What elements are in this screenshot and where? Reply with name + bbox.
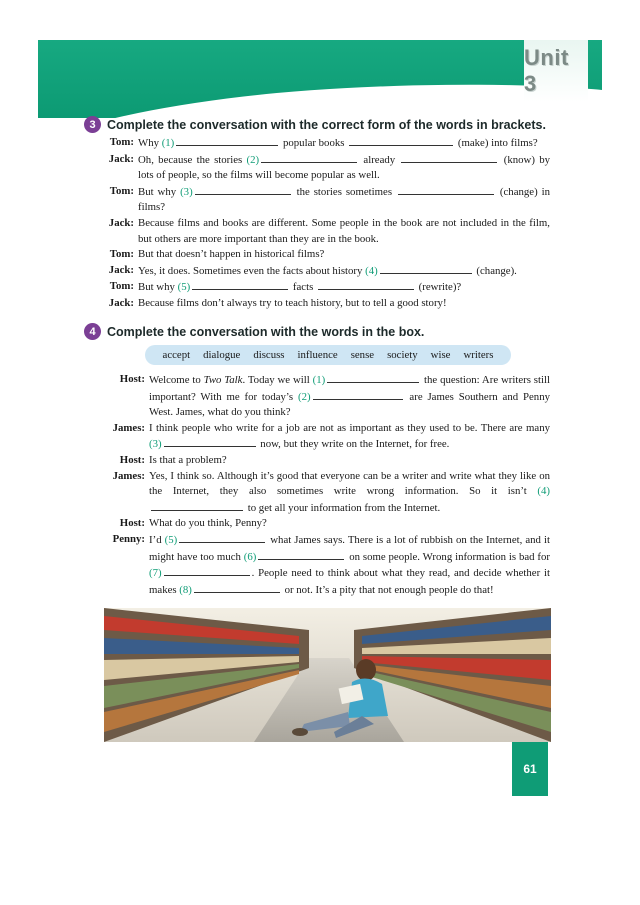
blank-number: (3) bbox=[149, 438, 162, 451]
line-text: Yes, it does. Sometimes even the facts about history (4) (change). bbox=[138, 264, 517, 277]
library-photo-illustration bbox=[104, 608, 551, 742]
dialogue-line bbox=[104, 247, 550, 263]
unit-tab bbox=[524, 40, 588, 102]
dialogue-line bbox=[104, 296, 550, 312]
dialogue-line bbox=[104, 135, 550, 152]
word-box-item: sense bbox=[350, 349, 375, 361]
section-4-number-badge: 4 bbox=[84, 323, 101, 340]
word-box-item: discuss bbox=[253, 349, 285, 361]
dialogue-line bbox=[104, 263, 550, 280]
speaker-label: Host: bbox=[119, 453, 145, 466]
line-text: But why (3) the stories sometimes (change) in films? bbox=[138, 185, 551, 214]
dialogue-line bbox=[104, 532, 550, 598]
answer-blank[interactable] bbox=[327, 372, 419, 383]
speaker-label: James: bbox=[112, 469, 145, 482]
line-text: But that doesn’t happen in historical films? bbox=[138, 248, 325, 261]
blank-number: (1) bbox=[312, 374, 326, 386]
section-3-number-badge: 3 bbox=[84, 116, 101, 133]
line-text: But why (5) facts (rewrite)? bbox=[138, 281, 462, 294]
blank-number: (2) bbox=[297, 390, 311, 403]
section-3-dialogue bbox=[104, 135, 550, 312]
answer-blank[interactable] bbox=[398, 184, 494, 195]
dialogue-line bbox=[104, 453, 550, 469]
line-text: What do you think, Penny? bbox=[149, 517, 267, 530]
dialogue-line bbox=[104, 216, 550, 247]
word-box-item: wise bbox=[430, 349, 451, 361]
word-box-item: influence bbox=[297, 349, 338, 361]
dialogue-line bbox=[104, 279, 550, 296]
speaker-label: Jack: bbox=[108, 296, 134, 309]
blank-number: (4) bbox=[365, 264, 378, 277]
line-text: I’d (5) what James says. There is a lot of rubbish on the Internet, and it might have too much (6) on some people. Wrong information is bad for (7) . People need to think about what they read, and decide whether it makes (8) or not. It’s a pity that not enough people do that! bbox=[149, 533, 550, 596]
answer-blank[interactable] bbox=[151, 500, 243, 511]
speaker-label: Jack: bbox=[108, 263, 134, 276]
speaker-label: Jack: bbox=[108, 152, 134, 165]
blank-number: (1) bbox=[161, 137, 175, 149]
answer-blank[interactable] bbox=[179, 532, 265, 543]
blank-number: (4) bbox=[537, 485, 550, 498]
blank-number: (5) bbox=[164, 533, 178, 546]
section-4-instruction: Complete the conversation with the words in the box. bbox=[107, 324, 425, 339]
dialogue-line bbox=[104, 469, 550, 517]
page-number: 61 bbox=[512, 742, 548, 796]
line-text: Why (1) popular books (make) into films? bbox=[138, 137, 538, 149]
speaker-label: Tom: bbox=[109, 136, 134, 148]
blank-number: (2) bbox=[246, 153, 260, 166]
word-box-item: dialogue bbox=[203, 349, 241, 361]
section-3-instruction: Complete the conversation with the correct form of the words in brackets. bbox=[107, 117, 546, 132]
line-text: I think people who write for a job are not as important as they used to be. There are many (3) now, but they write on the Internet, for free. bbox=[149, 421, 550, 451]
line-text: Is that a problem? bbox=[149, 453, 227, 466]
line-text: Because films and books are different. Some people in the book are not included in the film, but others are more important than they are in the book. bbox=[138, 216, 550, 245]
speaker-label: Host: bbox=[119, 517, 145, 530]
library-photo bbox=[104, 608, 551, 742]
speaker-label: James: bbox=[112, 421, 145, 434]
speaker-label: Tom: bbox=[109, 280, 134, 293]
speaker-label: Jack: bbox=[108, 216, 134, 229]
word-box-item: society bbox=[387, 349, 418, 361]
answer-blank[interactable] bbox=[318, 279, 414, 290]
line-text: Welcome to Two Talk. Today we will (1) the question: Are writers still important? With me for today’s (2) are James Southern and Penny West. James, what do you think? bbox=[149, 374, 550, 419]
unit-title: Unit 3 bbox=[524, 45, 569, 96]
section-4-heading bbox=[84, 323, 424, 340]
blank-number: (6) bbox=[243, 550, 257, 563]
line-text: Yes, I think so. Although it’s good that everyone can be a writer and write what they like on the Internet, they also sometimes write wrong information. So it isn’t (4) to get all your information from the Internet. bbox=[149, 469, 550, 514]
dialogue-line bbox=[104, 372, 550, 421]
section-3-heading bbox=[84, 116, 546, 133]
answer-blank[interactable] bbox=[195, 184, 291, 195]
speaker-label: Tom: bbox=[109, 184, 134, 197]
speaker-label: Host: bbox=[119, 373, 145, 385]
speaker-label: Tom: bbox=[109, 248, 134, 261]
line-text: Because films don’t always try to teach history, but to tell a good story! bbox=[138, 296, 447, 309]
answer-blank[interactable] bbox=[401, 152, 497, 163]
dialogue-line bbox=[104, 184, 550, 216]
answer-blank[interactable] bbox=[194, 582, 280, 593]
answer-blank[interactable] bbox=[192, 279, 288, 290]
section-4-dialogue bbox=[104, 372, 550, 598]
answer-blank[interactable] bbox=[349, 135, 453, 146]
answer-blank[interactable] bbox=[258, 549, 344, 560]
dialogue-line bbox=[104, 421, 550, 453]
blank-number: (8) bbox=[179, 583, 192, 596]
answer-blank[interactable] bbox=[164, 565, 250, 576]
answer-blank[interactable] bbox=[313, 389, 403, 400]
word-box-item: writers bbox=[463, 349, 494, 361]
word-box bbox=[145, 345, 511, 365]
answer-blank[interactable] bbox=[261, 152, 357, 163]
banner-curve bbox=[38, 70, 602, 118]
speaker-label: Penny: bbox=[112, 532, 145, 545]
answer-blank[interactable] bbox=[380, 263, 472, 274]
dialogue-line bbox=[104, 516, 550, 532]
blank-number: (5) bbox=[177, 281, 191, 294]
line-text: Oh, because the stories (2) already (know) by lots of people, so the films will become popular as well. bbox=[138, 153, 550, 182]
blank-number: (3) bbox=[180, 185, 193, 198]
answer-blank[interactable] bbox=[164, 436, 256, 447]
answer-blank[interactable] bbox=[176, 135, 278, 146]
unit-banner bbox=[38, 40, 602, 118]
dialogue-line bbox=[104, 152, 550, 184]
word-box-item: accept bbox=[162, 349, 191, 361]
show-title: Two Talk bbox=[203, 374, 243, 386]
blank-number: (7) bbox=[149, 567, 162, 580]
